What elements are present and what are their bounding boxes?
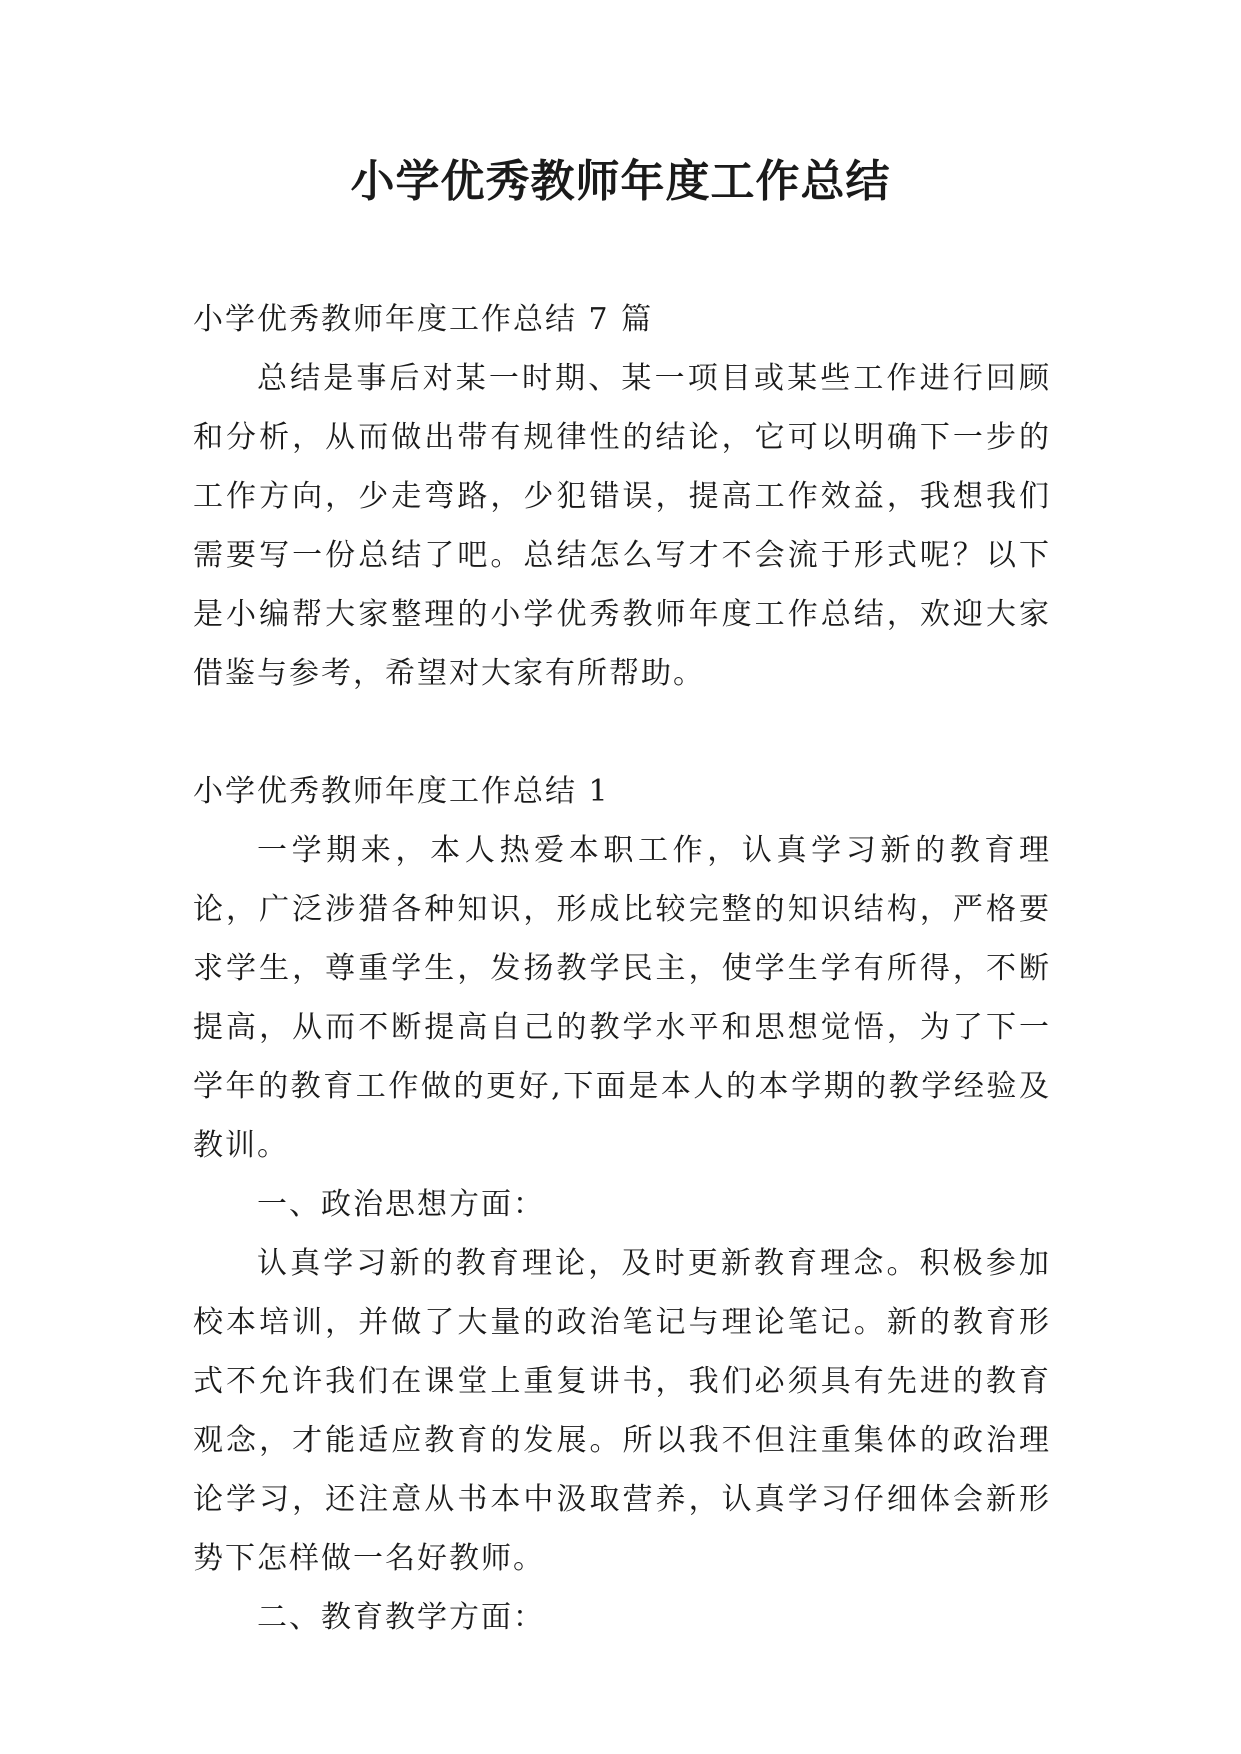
item-heading-politics: 一、政治思想方面：	[257, 1187, 545, 1222]
document-subtitle: 小学优秀教师年度工作总结 7 篇	[193, 302, 654, 337]
item-paragraph-politics: 认真学习新的教育理论，及时更新教育理念。积极参加校本培训，并做了大量的政治笔记与理论笔记。新的教育形式不允许我们在课堂上重复讲书，我们必须具有先进的教育观念，才能适应教育的发展。所以我不但注重集体的政治理论学习，还注意从书本中汲取营养，认真学习仔细体会新形势下怎样做一名好教师。	[193, 1246, 1051, 1576]
intro-paragraph: 总结是事后对某一时期、某一项目或某些工作进行回顾和分析，从而做出带有规律性的结论，它可以明确下一步的工作方向，少走弯路，少犯错误，提高工作效益，我想我们需要写一份总结了吧。总结怎么写才不会流于形式呢？以下是小编帮大家整理的小学优秀教师年度工作总结，欢迎大家借鉴与参考，希望对大家有所帮助。	[193, 361, 1051, 691]
section-paragraph: 一学期来，本人热爱本职工作，认真学习新的教育理论，广泛涉猎各种知识，形成比较完整的知识结构，严格要求学生，尊重学生，发扬教学民主，使学生学有所得，不断提高，从而不断提高自己的教学水平和思想觉悟，为了下一学年的教育工作做的更好,下面是本人的本学期的教学经验及教训。	[193, 833, 1051, 1163]
page-title: 小学优秀教师年度工作总结	[350, 156, 891, 207]
section-heading: 小学优秀教师年度工作总结 1	[193, 774, 610, 809]
item-heading-teaching: 二、教育教学方面：	[257, 1600, 545, 1635]
document-body	[193, 290, 1051, 1647]
